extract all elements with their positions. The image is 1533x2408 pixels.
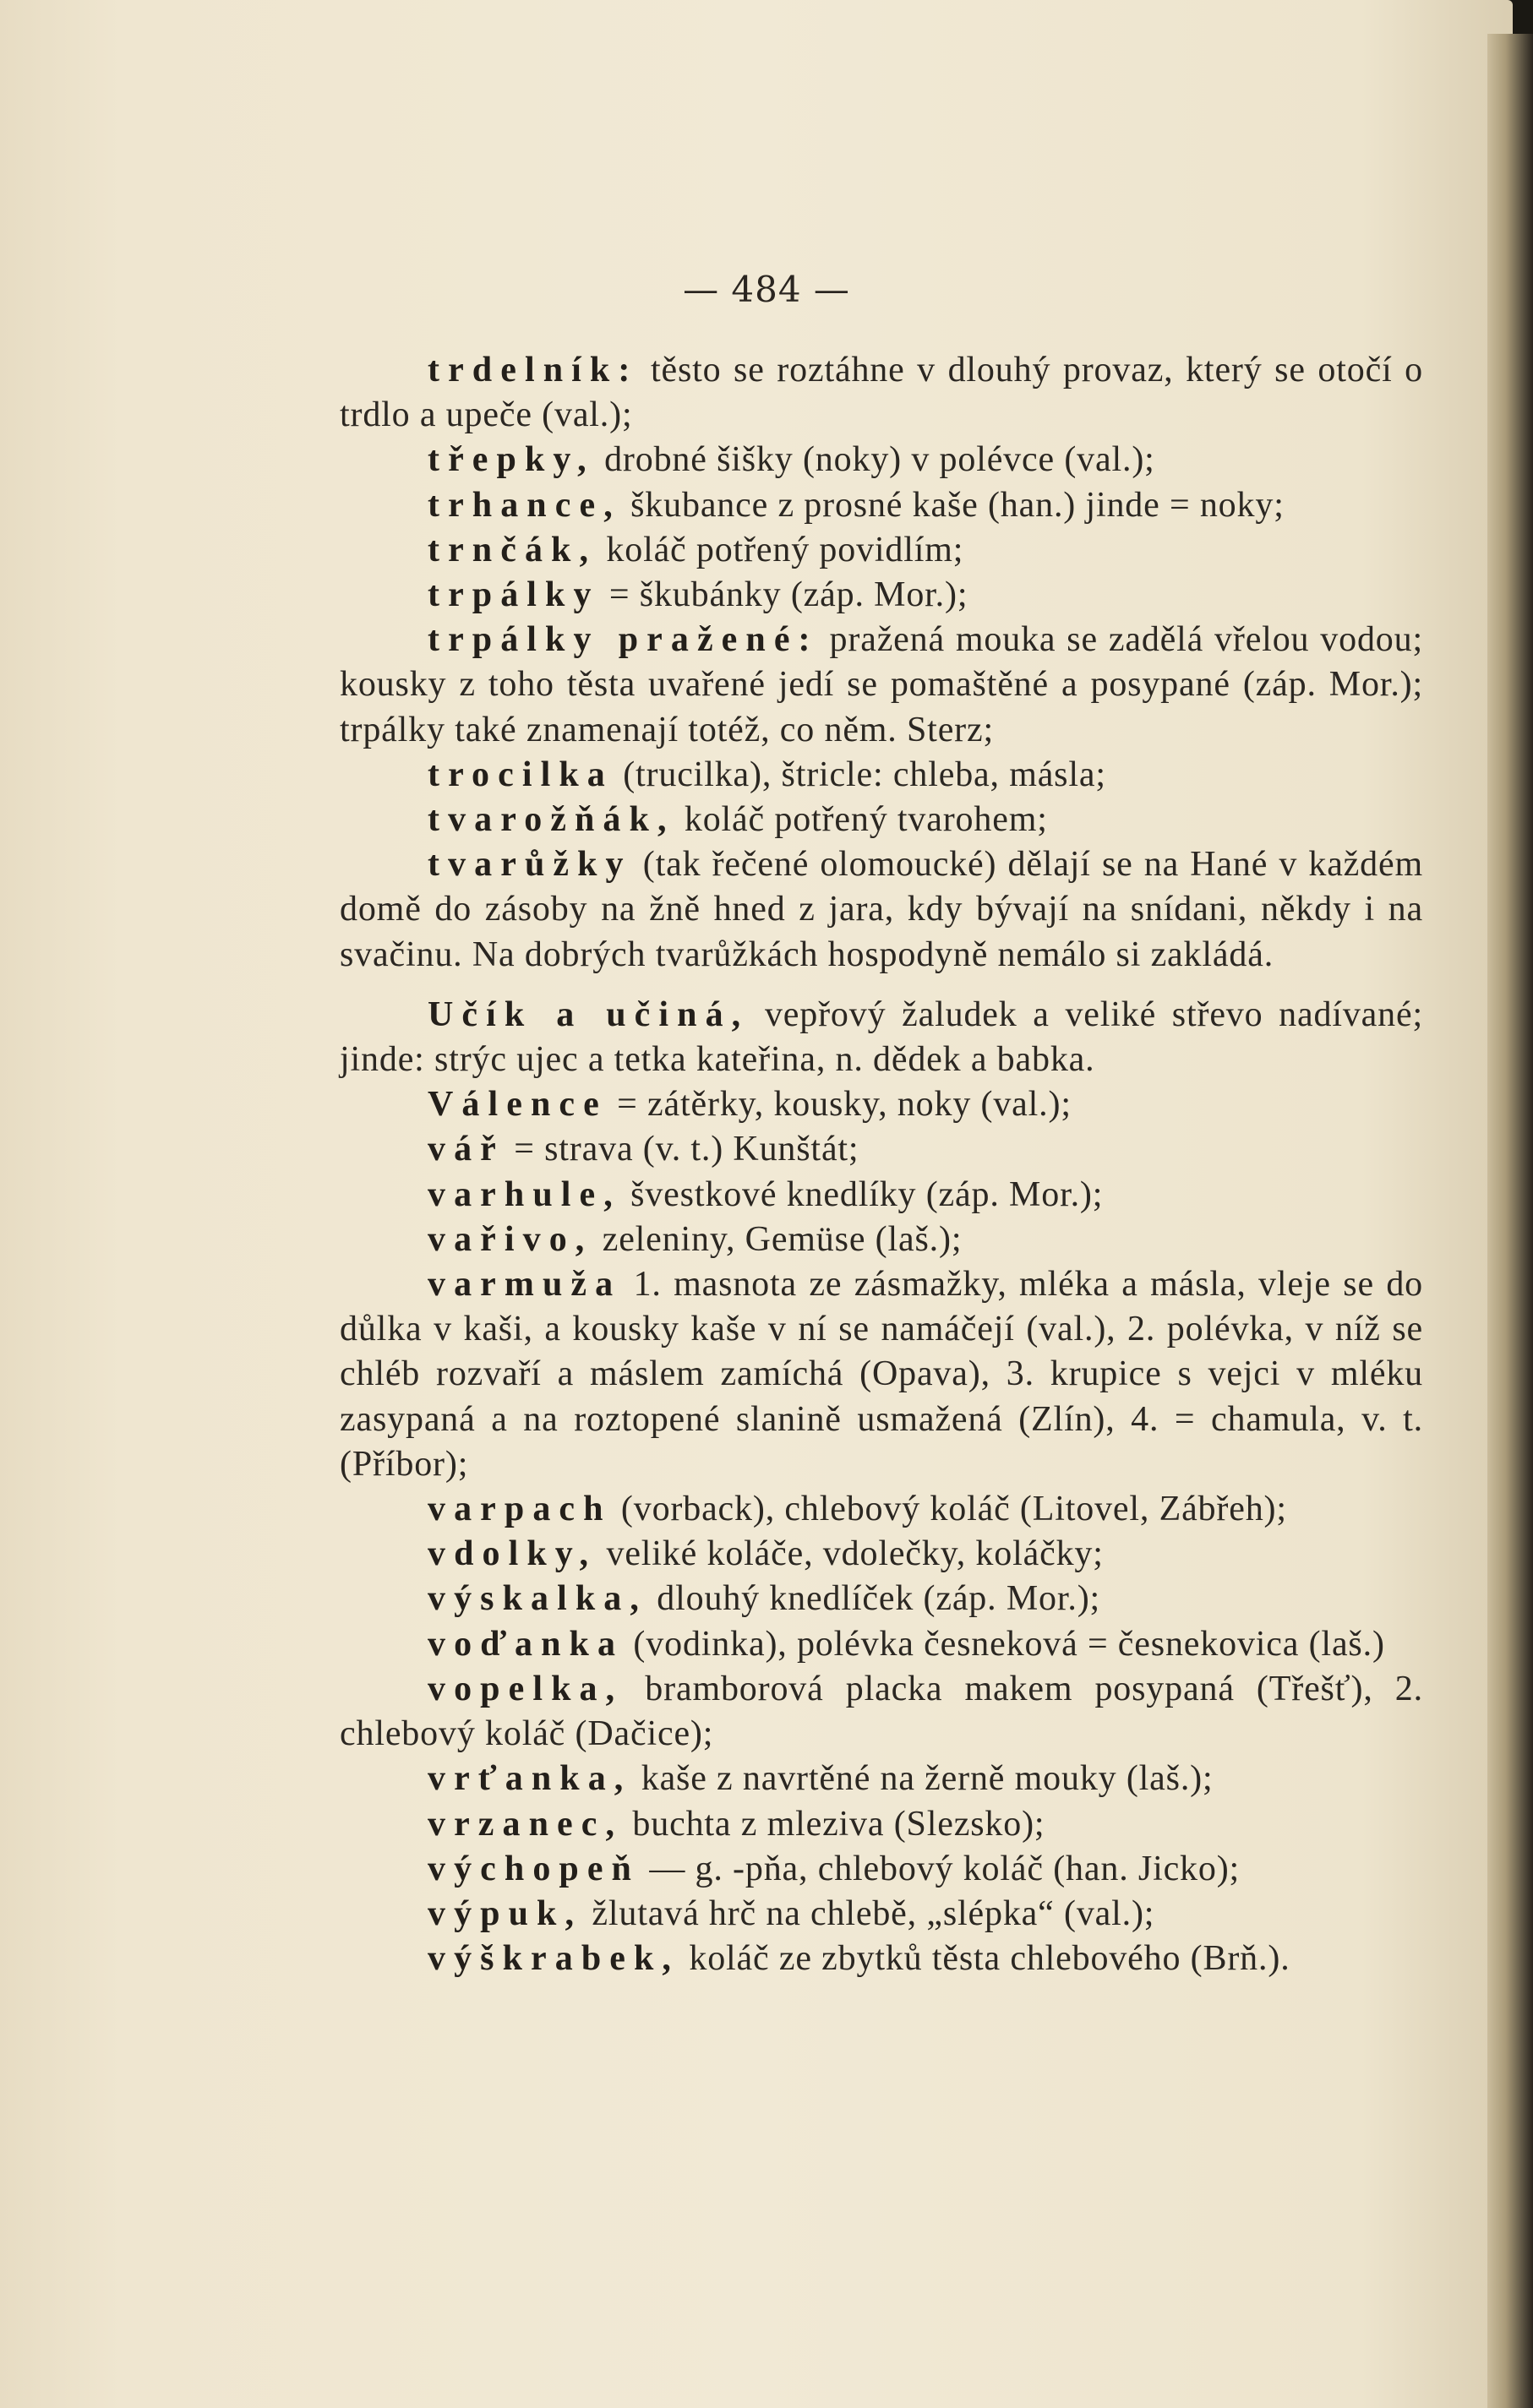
entry-definition: bramborová placka makem posypaná (Třešť), 2. chlebový koláč (Dačice); [340,1669,1423,1754]
entry-trdelnik [340,348,1423,438]
entry-headword: trpálky [428,575,600,615]
entry-definition: kaše z navrtěné na žerně mouky (laš.); [631,1759,1214,1799]
entry-definition: pražená mouka se zadělá vřelou vodou; kousky z toho těsta uvařené jedí se pomaštěné a posypané (záp. Mor.); trpálky také znamenají totéž, co něm. Sterz; [340,620,1423,749]
entry-definition: koláč potřený povidlím; [597,530,964,569]
entry-varmuza [340,1262,1423,1487]
entry-headword: vařivo, [428,1219,593,1259]
entry-varivo [340,1218,1423,1262]
entry-valence [340,1082,1423,1127]
entry-definition: (vorback), chlebový koláč (Litovel, Zábřeh); [611,1490,1287,1529]
entry-trhance [340,483,1423,528]
entry-headword: trdelník: [428,351,639,390]
entry-trocilka [340,753,1423,798]
entry-definition: = škubánky (záp. Mor.); [599,575,968,615]
entry-headword: Válence [428,1085,608,1125]
entry-varhule [340,1173,1423,1218]
entry-vodanka [340,1622,1423,1667]
entry-definition: škubance z prosné kaše (han.) jinde = noky; [620,485,1285,525]
entry-tvarozniak [340,798,1423,842]
entry-headword: výskalka, [428,1579,647,1619]
entry-vychopen [340,1847,1423,1892]
entry-headword: vrťanka, [428,1759,632,1799]
entry-definition: koláč ze zbytků těsta chlebového (Brň.). [679,1939,1290,1979]
entry-definition: veliké koláče, vdolečky, koláčky; [597,1534,1104,1574]
entry-tvaruzky [340,842,1423,978]
entry-definition: — g. -pňa, chlebový koláč (han. Jicko); [640,1849,1241,1888]
entry-headword: tvarůžky [428,845,632,885]
entry-headword: třepky, [428,440,595,480]
entry-headword: vrzanec, [428,1804,624,1844]
entry-definition: (trucilka), štricle: chleba, másla; [613,755,1106,794]
entry-headword: varmuža [428,1265,622,1305]
entry-definition: zeleniny, Gemüse (laš.); [592,1219,963,1259]
entry-vdolky [340,1532,1423,1577]
entry-headword: voďanka [428,1624,625,1664]
entry-var [340,1127,1423,1172]
entry-varpach [340,1487,1423,1532]
entry-definition: švestkové knedlíky (záp. Mor.); [620,1174,1104,1214]
dictionary-entries [340,348,1423,1981]
entry-definition: dlouhý knedlíček (záp. Mor.); [646,1579,1101,1619]
entry-headword: varpach [428,1490,612,1529]
entry-headword: trhance, [428,485,621,525]
entry-headword: vopelka, [428,1669,624,1708]
entry-definition: (tak řečené olomoucké) dělají se na Hané v každém domě do zásoby na žně hned z jara, kdy bývají na snídani, někdy i na svačinu. Na dobrých tvarůžkách hospodyně nemálo si zakládá. [340,845,1423,974]
entry-trncak [340,528,1423,573]
entry-definition: = zátěrky, kousky, noky (val.); [607,1085,1072,1125]
entry-vypuk [340,1892,1423,1937]
entry-definition: buchta z mleziva (Slezsko); [623,1804,1045,1844]
page-number: — 484 — [683,269,850,310]
entry-headword: trpálky pražené: [428,620,819,660]
entry-headword: tvarožňák, [428,800,675,840]
entry-definition: (vodinka), polévka česneková = česnekovica (laš.) [624,1624,1385,1664]
entry-headword: vář [428,1130,505,1169]
entry-definition: drobné šišky (noky) v polévce (val.); [594,440,1155,480]
entry-headword: Učík a učiná, [428,994,750,1034]
entry-headword: výpuk, [428,1893,583,1933]
entry-vyskrabek [340,1937,1423,1981]
entry-ucik [340,993,1423,1082]
entry-headword: trnčák, [428,530,597,569]
entry-definition: = strava (v. t.) Kunštát; [504,1130,859,1169]
entry-vopelka [340,1667,1423,1757]
entry-definition: 1. masnota ze zásmažky, mléka a másla, vleje se do důlka v kaši, a kousky kaše v ní se namáčejí (val.), 2. polévka, v níž se chléb rozvaří a máslem zamíchá (Opava), 3. krupice s vejci v mléku zasypaná a na roztopené slanině usmažená (Zlín), 4. = chamula, v. t. (Příbor); [340,1265,1423,1484]
entry-headword: trocilka [428,755,614,794]
page-edge-shadow [1487,34,1533,2408]
entry-headword: výchopeň [428,1849,640,1888]
entry-definition: vepřový žaludek a veliké střevo nadívané; jinde: strýc ujec a tetka kateřina, n. dědek a babka. [340,994,1423,1080]
entry-vyskalka [340,1577,1423,1621]
entry-headword: varhule, [428,1174,621,1214]
entry-definition: žlutavá hrč na chlebě, „slépka“ (val.); [582,1893,1155,1933]
entry-headword: výškrabek, [428,1939,680,1979]
entry-headword: vdolky, [428,1534,597,1574]
entry-definition: těsto se roztáhne v dlouhý provaz, který se otočí o trdlo a upeče (val.); [340,351,1423,435]
entry-trpalky-prazene [340,618,1423,753]
entry-trepky [340,438,1423,482]
entry-trpalky [340,573,1423,618]
entry-vrtanka [340,1757,1423,1801]
entry-definition: koláč potřený tvarohem; [674,800,1048,840]
entry-vrzanec [340,1802,1423,1847]
